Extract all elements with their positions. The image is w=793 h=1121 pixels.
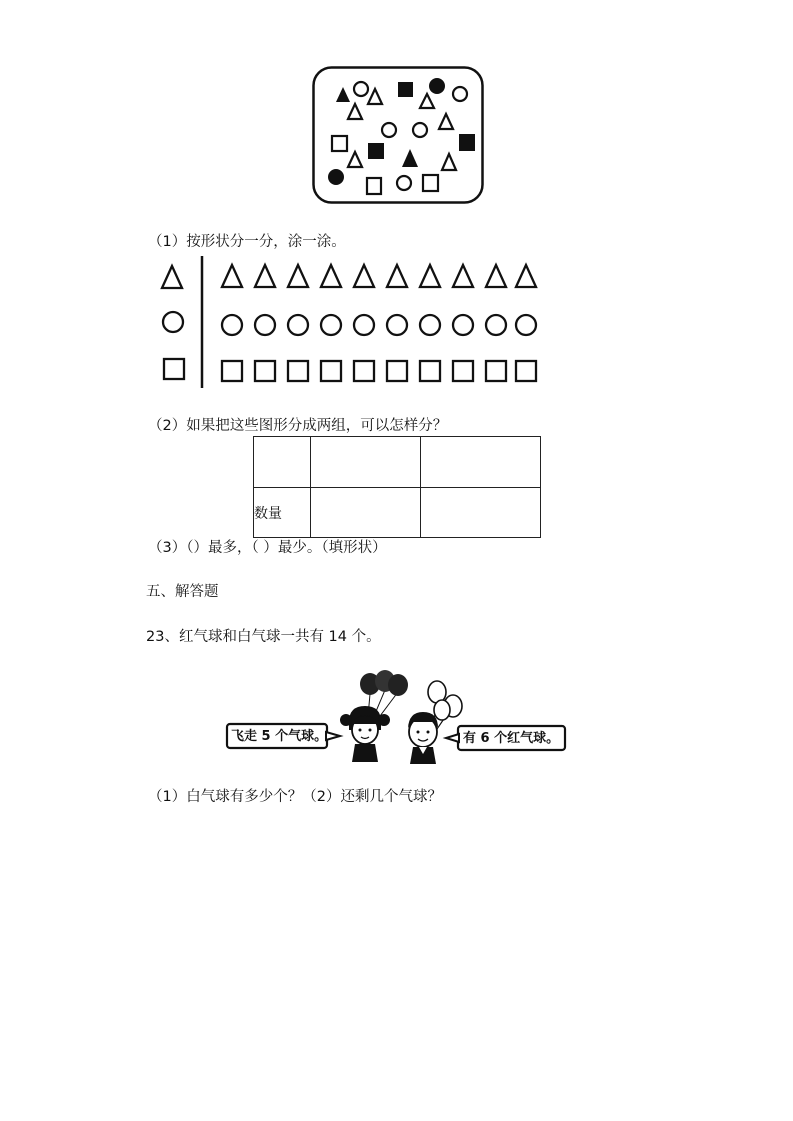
square-icon xyxy=(332,136,347,151)
triangle-icon xyxy=(420,94,434,108)
shape-tally-chart xyxy=(155,252,545,392)
question-1-text: （1）按形状分一分，涂一涂。 xyxy=(148,234,346,250)
filled-square-icon xyxy=(368,143,384,159)
triangle-row xyxy=(222,265,536,287)
square-icon xyxy=(367,178,381,194)
circle-icon[interactable] xyxy=(288,315,308,335)
triangle-icon[interactable] xyxy=(255,265,275,287)
square-icon[interactable] xyxy=(486,361,506,381)
triangle-icon xyxy=(442,154,456,170)
speech-bubble-left-text: 飞走 5 个气球。 xyxy=(231,729,328,744)
square-icon[interactable] xyxy=(288,361,308,381)
shape-collection-illustration xyxy=(312,66,484,204)
filled-circle-icon xyxy=(328,169,344,185)
circle-icon[interactable] xyxy=(453,315,473,335)
triangle-icon xyxy=(348,152,362,167)
problem-23-subquestions: （1）白气球有多少个？（2）还剩几个气球？ xyxy=(148,789,442,805)
circle-icon[interactable] xyxy=(516,315,536,335)
triangle-icon xyxy=(368,89,382,104)
square-icon[interactable] xyxy=(222,361,242,381)
problem-23-text: 23、红气球和白气球一共有 14 个。 xyxy=(146,629,381,645)
square-icon xyxy=(164,359,184,379)
grouping-table xyxy=(253,436,541,538)
circle-icon xyxy=(397,176,411,190)
triangle-icon xyxy=(439,114,453,129)
square-icon[interactable] xyxy=(387,361,407,381)
triangle-icon[interactable] xyxy=(222,265,242,287)
filled-circle-icon xyxy=(429,78,445,94)
speech-bubble-right-text: 有 6 个红气球。 xyxy=(463,731,560,746)
circle-icon[interactable] xyxy=(255,315,275,335)
circle-icon xyxy=(354,82,368,96)
square-icon[interactable] xyxy=(255,361,275,381)
circle-icon[interactable] xyxy=(321,315,341,335)
table-cell[interactable] xyxy=(421,488,541,538)
boy-figure-icon xyxy=(408,712,438,764)
shape-collection-frame xyxy=(312,66,484,204)
girl-figure-icon xyxy=(340,706,390,762)
triangle-icon[interactable] xyxy=(354,265,374,287)
square-icon[interactable] xyxy=(516,361,536,381)
question-3-text: （3）（）最多，（ ）最少。（填形状） xyxy=(148,540,387,556)
filled-square-icon xyxy=(459,134,475,151)
circle-icon xyxy=(453,87,467,101)
triangle-icon[interactable] xyxy=(420,265,440,287)
square-icon[interactable] xyxy=(321,361,341,381)
triangle-icon[interactable] xyxy=(516,265,536,287)
filled-triangle-icon xyxy=(402,149,418,167)
triangle-icon[interactable] xyxy=(288,265,308,287)
filled-square-icon xyxy=(398,82,413,97)
circle-icon xyxy=(413,123,427,137)
table-cell[interactable] xyxy=(311,437,421,488)
square-icon[interactable] xyxy=(420,361,440,381)
circle-icon xyxy=(382,123,396,137)
triangle-icon[interactable] xyxy=(387,265,407,287)
triangle-icon xyxy=(348,104,362,119)
triangle-icon[interactable] xyxy=(453,265,473,287)
table-cell-quantity-label: 数量 xyxy=(254,488,311,538)
balloon-cartoon xyxy=(225,670,570,770)
square-row xyxy=(222,361,536,381)
question-2-text: （2）如果把这些图形分成两组，可以怎样分？ xyxy=(148,418,448,434)
triangle-icon xyxy=(162,266,182,288)
triangle-icon[interactable] xyxy=(486,265,506,287)
circle-icon[interactable] xyxy=(420,315,440,335)
square-icon[interactable] xyxy=(453,361,473,381)
section-heading: 五、解答题 xyxy=(146,584,219,600)
filled-triangle-icon xyxy=(336,87,350,102)
circle-icon[interactable] xyxy=(354,315,374,335)
circle-icon[interactable] xyxy=(387,315,407,335)
circle-icon[interactable] xyxy=(486,315,506,335)
table-cell[interactable] xyxy=(254,437,311,488)
circle-icon[interactable] xyxy=(222,315,242,335)
circle-icon xyxy=(163,312,183,332)
square-icon xyxy=(423,175,438,191)
square-icon[interactable] xyxy=(354,361,374,381)
table-cell[interactable] xyxy=(421,437,541,488)
circle-row xyxy=(222,315,536,335)
table-cell[interactable] xyxy=(311,488,421,538)
triangle-icon[interactable] xyxy=(321,265,341,287)
